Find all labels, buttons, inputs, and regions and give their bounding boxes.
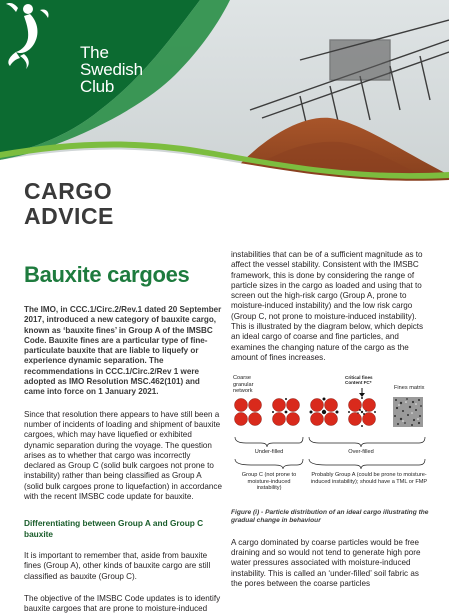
article-title: Bauxite cargoes — [24, 262, 190, 287]
paragraph-3: The objective of the IMSBC Code updates is to identify bauxite cargoes that are prone to moisture-induced — [24, 593, 221, 614]
brand-name-line1: The — [80, 43, 109, 62]
brand-name — [80, 44, 143, 95]
brand-name-line2: Swedish — [80, 60, 143, 79]
label-fines-matrix: Fines matrix — [394, 385, 425, 392]
label-critical: Critical fines Content FC* — [345, 375, 373, 386]
section-title-line2: ADVICE — [24, 203, 114, 229]
particle-diagram — [231, 375, 431, 505]
label-under-filled: Under-filled — [254, 449, 284, 456]
label-over-filled: Over-filled — [348, 449, 374, 456]
brand-name-line3: Club — [80, 77, 115, 96]
left-column — [24, 305, 222, 614]
paragraph-1: Since that resolution there appears to have still been a number of incidents of loading and shipment of bauxite cargoes, which may have liquefied or exhibited dynamic separation during the voyage. The question arises as to whether that cargo was incorrectly declared as Group C (solid bulk cargoes not prone to instability) rather than being classified as Group A (solid bulk cargoes prone to liquefaction) in accordance with the recent IMSBC code update for bauxite. — [24, 409, 222, 502]
figure-caption: Figure (i) - Particle distribution of an ideal cargo illustrating the gradual change in behaviour — [231, 509, 429, 525]
sub-heading: Differentiating between Group A and Group C bauxite — [24, 518, 204, 539]
label-coarse: Coarse granular network — [233, 375, 254, 395]
label-group-c: Group C (not prone to moisture-induced instability) — [241, 472, 297, 492]
section-title — [24, 179, 114, 229]
right-column — [231, 250, 431, 589]
paragraph-4: instabilities that can be of a sufficient magnitude as to affect the vessel stability. Consistent with the IMSBC framework, this is done by considering the range of particle sizes in the cargo as loaded and using that to screen out the high-risk cargo (Group A, prone to moisture-induced instability) and the low risk cargo (Group C, not prone to moisture-induced instability). This is illustrated by the diagram below, which depicts an ideal cargo of coarse and fine particles, and examines the changing nature of the cargo as the amount of fines increases. — [231, 250, 424, 362]
intro-paragraph: The IMO, in CCC.1/Circ.2/Rev.1 dated 20 September 2017, introduced a new category of bauxite cargo, known as ‘bauxite fines’ in Group A of the IMSBC Code. Bauxite fines are a particular type of fine-particulate bauxite that are liable to liquefy or experience dynamic separation. The recommendations in CCC.1/Circ.2/Rev 1 were adopted as IMO Resolution MSC.462(101) and came into force on 1 January 2021. — [24, 305, 222, 397]
section-title-line1: CARGO — [24, 178, 113, 204]
paragraph-2: It is important to remember that, aside from bauxite fines (Group A), other kinds of bauxite cargo are still classified as bauxite (Group C). — [24, 550, 211, 581]
paragraph-5: A cargo dominated by coarse particles would be free draining and so would not tend to generate high pore water pressures associated with moisture-induced instability. This is called an ‘under-filled’ soil fabric as the pores between the coarse particles — [231, 537, 421, 588]
label-group-a: Probably Group A (could be prone to moisture-induced instability); should have a TML or FMP — [310, 472, 428, 485]
